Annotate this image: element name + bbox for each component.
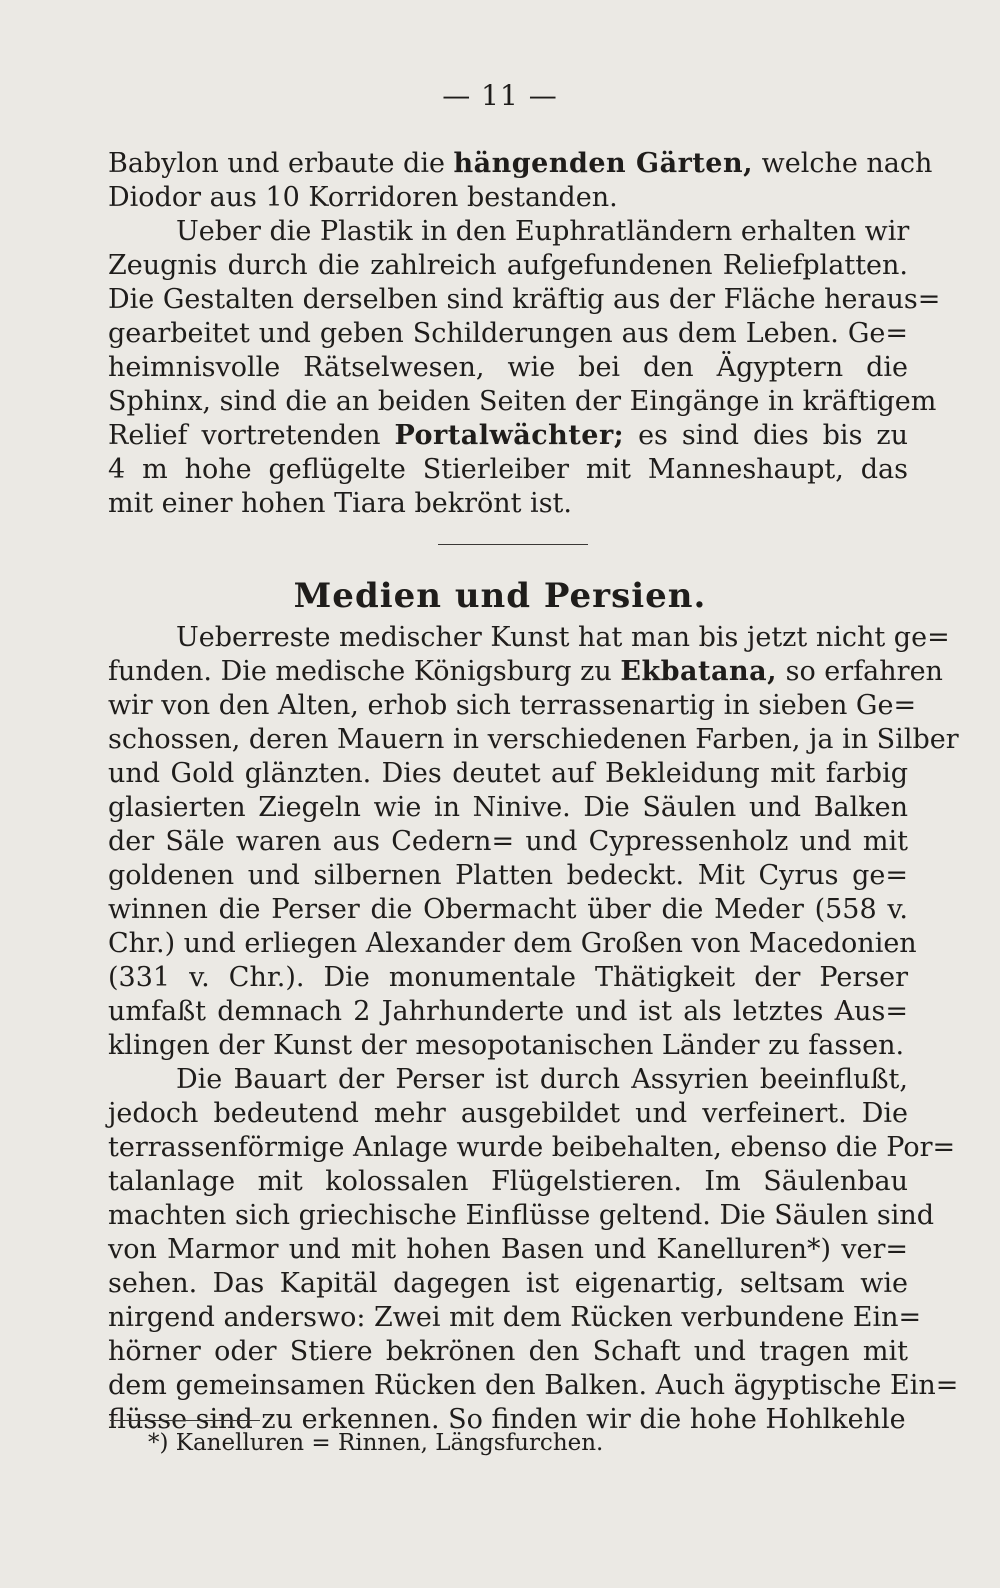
line-text: Ueber die Plastik in den Euphratländern erhalten wir <box>176 216 910 247</box>
text-line <box>108 893 908 927</box>
line-text: Zeugnis durch die zahlreich aufgefundenen Reliefplatten. <box>108 250 908 281</box>
line-text: und Gold glänzten. Dies deutet auf Bekleidung mit farbig <box>108 758 908 789</box>
text-line <box>108 689 917 723</box>
line-text: Babylon und erbaute die <box>108 148 454 179</box>
section-heading: Medien und Persien. <box>293 576 707 616</box>
line-text: jedoch bedeutend mehr ausgebildet und verfeinert. Die <box>108 1098 908 1129</box>
line-text: goldenen und silbernen Platten bedeckt. Mit Cyrus ge= <box>108 860 908 891</box>
line-text: Ueberreste medischer Kunst hat man bis jetzt nicht ge= <box>176 622 950 653</box>
line-text: hörner oder Stiere bekrönen den Schaft und tragen mit <box>108 1336 908 1367</box>
emphasized-term: hängenden Gärten, <box>453 148 754 179</box>
line-text: schossen, deren Mauern in verschiedenen Farben, ja in Silber <box>108 724 959 755</box>
line-text: mit einer hohen Tiara bekrönt ist. <box>108 488 572 519</box>
text-line <box>108 249 908 283</box>
section-divider <box>438 544 588 545</box>
text-line <box>108 961 908 995</box>
footnote: *) Kanelluren = Rinnen, Längsfurchen. <box>148 1430 604 1456</box>
text-line <box>108 1097 908 1131</box>
text-line <box>108 351 908 385</box>
text-line <box>108 1029 908 1063</box>
line-text: Relief vortretenden <box>108 420 395 451</box>
line-text: es sind dies bis zu <box>624 420 908 451</box>
text-line <box>108 1267 908 1301</box>
text-line <box>108 1199 935 1233</box>
text-line <box>108 215 908 249</box>
line-text: der Säle waren aus Cedern= und Cypressenholz und mit <box>108 826 908 857</box>
text-line <box>108 317 908 351</box>
line-text: funden. Die medische Königsburg zu <box>108 656 621 687</box>
section-text-block <box>108 621 959 1437</box>
text-line <box>108 1233 908 1267</box>
text-line <box>108 453 908 487</box>
text-line <box>108 1063 908 1097</box>
text-line <box>108 825 908 859</box>
line-text: Die Gestalten derselben sind kräftig aus der Fläche heraus= <box>108 284 941 315</box>
line-text: von Marmor und mit hohen Basen und Kanelluren*) ver= <box>108 1234 908 1265</box>
line-text: Diodor aus 10 Korridoren bestanden. <box>108 182 618 213</box>
text-line <box>108 757 908 791</box>
text-line <box>108 791 908 825</box>
line-text: gearbeitet und geben Schilderungen aus dem Leben. Ge= <box>108 318 908 349</box>
text-line <box>108 1131 956 1165</box>
line-text: so erfahren <box>777 656 943 687</box>
text-line <box>108 385 937 419</box>
line-text: welche nach <box>753 148 933 179</box>
text-line <box>108 147 933 181</box>
line-text: terrassenförmige Anlage wurde beibehalten, ebenso die Por= <box>108 1132 956 1163</box>
line-text: Sphinx, sind die an beiden Seiten der Eingänge in kräftigem <box>108 386 937 417</box>
text-line <box>108 283 941 317</box>
text-line <box>108 995 908 1029</box>
emphasized-term: Ekbatana, <box>620 656 778 687</box>
text-line <box>108 859 908 893</box>
line-text: winnen die Perser die Obermacht über die Meder (558 v. <box>108 894 908 925</box>
text-line <box>108 419 908 453</box>
line-text: Chr.) und erliegen Alexander dem Großen von Macedonien <box>108 928 917 959</box>
line-text: heimnisvolle Rätselwesen, wie bei den Ägyptern die <box>108 352 908 383</box>
line-text: glasierten Ziegeln wie in Ninive. Die Säulen und Balken <box>108 792 908 823</box>
line-text: wir von den Alten, erhob sich terrassenartig in sieben Ge= <box>108 690 917 721</box>
line-text: sehen. Das Kapitäl dagegen ist eigenartig, seltsam wie <box>108 1268 908 1299</box>
text-line <box>108 621 950 655</box>
page-number: — 11 — <box>442 79 558 112</box>
text-line <box>108 487 908 521</box>
line-text: flüsse sind zu erkennen. So finden wir die hohe Hohlkehle <box>108 1404 906 1435</box>
text-line <box>108 1369 959 1403</box>
line-text: talanlage mit kolossalen Flügelstieren. Im Säulenbau <box>108 1166 908 1197</box>
text-line <box>108 181 908 215</box>
line-text: klingen der Kunst der mesopotanischen Länder zu fassen. <box>108 1030 905 1061</box>
top-text-block <box>108 147 941 521</box>
line-text: dem gemeinsamen Rücken den Balken. Auch ägyptische Ein= <box>108 1370 959 1401</box>
line-text: nirgend anderswo: Zwei mit dem Rücken verbundene Ein= <box>108 1302 922 1333</box>
line-text: Die Bauart der Perser ist durch Assyrien beeinflußt, <box>176 1064 908 1095</box>
text-line <box>108 1335 908 1369</box>
text-line <box>108 1165 908 1199</box>
text-line <box>108 927 917 961</box>
line-text: 4 m hohe geflügelte Stierleiber mit Manneshaupt, das <box>108 454 908 485</box>
line-text: (331 v. Chr.). Die monumentale Thätigkeit der Perser <box>108 962 908 993</box>
text-line <box>108 1301 922 1335</box>
emphasized-term: Portalwächter; <box>394 420 625 451</box>
line-text: machten sich griechische Einflüsse geltend. Die Säulen sind <box>108 1200 935 1231</box>
footnote-divider <box>110 1420 260 1421</box>
text-line <box>108 655 943 689</box>
line-text: umfaßt demnach 2 Jahrhunderte und ist als letztes Aus= <box>108 996 908 1027</box>
text-line <box>108 723 959 757</box>
